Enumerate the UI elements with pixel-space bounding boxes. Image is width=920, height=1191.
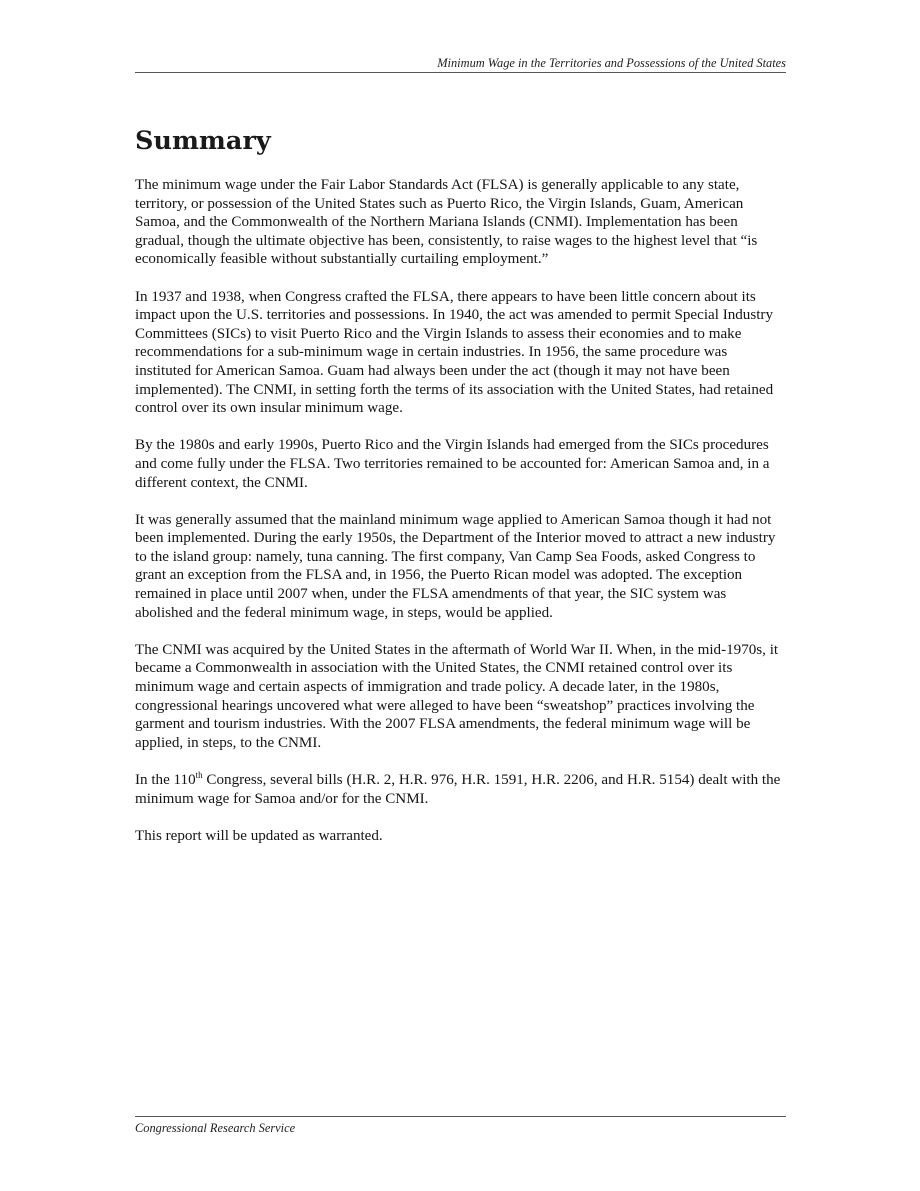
paragraph-cnmi: The CNMI was acquired by the United States in the aftermath of World War II. When, in the mid-1970s, it became a Commonwealth in association with the United States, the CNMI retained control over its minimum wage and certain aspects of immigration and trade policy. A decade later, in the 1980s, congressional hearings uncovered what were alleged to have been “sweatshop” practices involving the garment and tourism industries. With the 2007 FLSA amendments, the federal minimum wage will be applied, in steps, to the CNMI. [135,641,779,751]
paragraph-update-note: This report will be updated as warranted. [135,827,383,844]
ordinal-superscript: th [195,770,203,780]
paragraph-american-samoa: It was generally assumed that the mainland minimum wage applied to American Samoa though it had not been implemented. During the early 1950s, the Department of the Interior moved to attract a new industry to the island group: namely, tuna canning. The first company, Van Camp Sea Foods, asked Congress to grant an exception from the FLSA and, in 1956, the Puerto Rican model was adopted. The exception remained in place until 2007 when, under the FLSA amendments of that year, the SIC system was abolished and the federal minimum wage, in steps, would be applied. [135,511,776,621]
running-header: Minimum Wage in the Territories and Possessions of the United States [135,55,786,73]
paragraph-flsa-applicability: The minimum wage under the Fair Labor Standards Act (FLSA) is generally applicable to any state, territory, or possession of the United States such as Puerto Rico, the Virgin Islands, Guam, American Samoa, and the Commonwealth of the Northern Mariana Islands (CNMI). Implementation has been gradual, though the ultimate objective has been, consistently, to raise wages to the highest level that “is economically feasible without substantially curtailing employment.” [135,177,758,268]
congress-prefix: In the 110 [135,772,196,788]
paragraph-110th-congress [135,771,787,808]
paragraph-1980s-status: By the 1980s and early 1990s, Puerto Rico and the Virgin Islands had emerged from the SICs procedures and come fully under the FLSA. Two territories remained to be accounted for: American Samoa and, in a different context, the CNMI. [135,437,770,491]
running-footer: Congressional Research Service [135,1116,786,1136]
page-title: Summary [135,126,271,156]
congress-suffix: Congress, several bills (H.R. 2, H.R. 976, H.R. 1591, H.R. 2206, and H.R. 5154) dealt with the minimum wage for Samoa and/or for the CNMI. [135,772,781,807]
summary-body [135,176,787,864]
paragraph-history-1937: In 1937 and 1938, when Congress crafted the FLSA, there appears to have been little concern about its impact upon the U.S. territories and possessions. In 1940, the act was amended to permit Special Industry Committees (SICs) to visit Puerto Rico and the Virgin Islands to assess their economies and to make recommendations for a sub-minimum wage in certain industries. In 1956, the same procedure was instituted for American Samoa. Guam had always been under the act (though it may not have been implemented). The CNMI, in setting forth the terms of its association with the United States, had retained control over its own insular minimum wage. [135,288,774,417]
